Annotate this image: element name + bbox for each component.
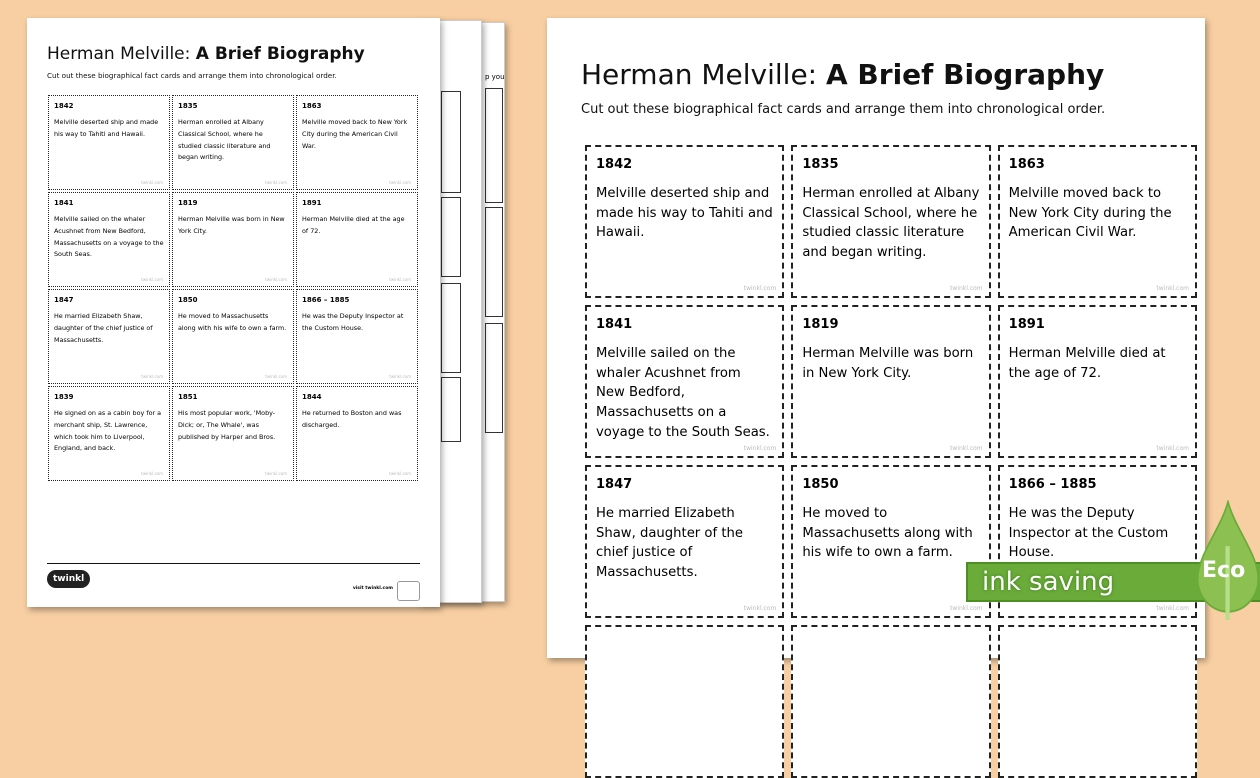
card-watermark: twinkl.com [1156, 285, 1189, 292]
fact-card-cut-off [791, 625, 990, 778]
card-year: 1835 [802, 157, 839, 172]
card-year: 1866 – 1885 [302, 296, 350, 304]
fact-card [172, 386, 294, 481]
fact-card [296, 192, 418, 287]
card-grid-large [585, 145, 1197, 778]
card-year: 1835 [178, 102, 198, 110]
card-year: 1891 [302, 199, 322, 207]
fact-card [48, 289, 170, 384]
card-year: 1850 [802, 477, 839, 492]
card-watermark: twinkl.com [389, 471, 411, 476]
card-year: 1841 [596, 317, 633, 332]
card-watermark: twinkl.com [950, 445, 983, 452]
title-regular: Herman Melville: [47, 44, 196, 64]
card-text: He was the Deputy Inspector at the Custom House. [302, 312, 404, 332]
back-page-box [441, 197, 461, 277]
card-watermark: twinkl.com [265, 277, 287, 282]
card-text: He moved to Massachusetts along with his wife to own a farm. [178, 312, 287, 332]
card-year: 1844 [302, 393, 322, 401]
card-text: Melville deserted ship and made his way to Tahiti and Hawaii. [596, 186, 773, 241]
back-page-box [441, 377, 461, 442]
fact-card [585, 305, 784, 458]
card-year: 1891 [1008, 317, 1045, 332]
fact-card [296, 386, 418, 481]
page-title [47, 44, 365, 64]
card-text: His most popular work, 'Moby-Dick; or, The Whale', was published by Harper and Bros. [178, 409, 276, 441]
card-text: He returned to Boston and was discharged. [302, 409, 402, 429]
card-watermark: twinkl.com [265, 180, 287, 185]
card-year: 1850 [178, 296, 198, 304]
instructions: Cut out these biographical fact cards and arrange them into chronological order. [47, 71, 337, 80]
card-year: 1842 [54, 102, 74, 110]
fact-card-cut-off [998, 625, 1197, 778]
fact-card [48, 386, 170, 481]
fact-card [172, 192, 294, 287]
card-year: 1847 [596, 477, 633, 492]
card-year: 1841 [54, 199, 74, 207]
title-regular: Herman Melville: [581, 58, 827, 91]
card-text: He married Elizabeth Shaw, daughter of the chief justice of Massachusetts. [596, 506, 743, 581]
card-text: Melville moved back to New York City during the American Civil War. [1008, 186, 1172, 241]
fact-card-cut-off [585, 625, 784, 778]
back-page-box [485, 323, 503, 433]
card-year: 1863 [1008, 157, 1045, 172]
title-bold: A Brief Biography [826, 58, 1105, 91]
card-grid-small [48, 95, 418, 481]
card-watermark: twinkl.com [265, 374, 287, 379]
card-year: 1839 [54, 393, 74, 401]
back-page-box [485, 88, 503, 203]
card-watermark: twinkl.com [389, 180, 411, 185]
card-watermark: twinkl.com [1156, 605, 1189, 612]
visit-link: visit twinkl.com [352, 586, 393, 591]
title-bold: A Brief Biography [195, 44, 365, 64]
card-text: Herman Melville was born in New York City. [802, 346, 974, 381]
card-watermark: twinkl.com [950, 285, 983, 292]
fact-card [791, 145, 990, 298]
card-watermark: twinkl.com [389, 277, 411, 282]
fact-card [791, 305, 990, 458]
card-text: Herman Melville was born in New York City. [178, 215, 285, 235]
card-watermark: twinkl.com [1156, 445, 1189, 452]
eco-label: Eco [1202, 558, 1246, 583]
card-text: Herman Melville died at the age of 72. [302, 215, 405, 235]
card-year: 1851 [178, 393, 198, 401]
fact-card [48, 95, 170, 190]
card-text: Herman enrolled at Albany Classical School, where he studied classic literature and began writing. [178, 118, 271, 162]
back-page-box [441, 91, 461, 193]
card-text: Melville sailed on the whaler Acushnet from New Bedford, Massachusetts on a voyage to the South Seas. [54, 215, 164, 259]
card-watermark: twinkl.com [743, 445, 777, 452]
fact-card [172, 289, 294, 384]
card-year: 1819 [178, 199, 198, 207]
card-watermark: twinkl.com [950, 605, 983, 612]
card-year: 1866 – 1885 [1008, 477, 1097, 492]
fact-card [172, 95, 294, 190]
card-year: 1819 [802, 317, 839, 332]
card-text: Melville sailed on the whaler Acushnet from New Bedford, Massachusetts on a voyage to the South Seas. [596, 346, 770, 440]
card-year: 1847 [54, 296, 74, 304]
card-watermark: twinkl.com [141, 180, 163, 185]
fact-card [585, 465, 784, 618]
back-page-box [485, 207, 503, 317]
card-watermark: twinkl.com [141, 471, 163, 476]
fact-card [296, 289, 418, 384]
worksheet-preview-small [27, 18, 440, 607]
eco-leaf-icon [1196, 500, 1260, 620]
back-page-box [441, 283, 461, 373]
fact-card [585, 145, 784, 298]
card-watermark: twinkl.com [265, 471, 287, 476]
card-watermark: twinkl.com [743, 605, 777, 612]
twinkl-logo: twinkl [47, 570, 90, 588]
card-watermark: twinkl.com [141, 277, 163, 282]
card-text: He married Elizabeth Shaw, daughter of the chief justice of Massachusetts. [54, 312, 153, 344]
fact-card [296, 95, 418, 190]
card-text: Melville moved back to New York City during the American Civil War. [302, 118, 408, 150]
fact-card [791, 465, 990, 618]
back-page-text-fragment: p you [485, 73, 505, 81]
card-year: 1863 [302, 102, 322, 110]
fact-card [998, 145, 1197, 298]
card-watermark: twinkl.com [389, 374, 411, 379]
card-watermark: twinkl.com [743, 285, 777, 292]
card-watermark: twinkl.com [141, 374, 163, 379]
card-text: Herman enrolled at Albany Classical School, where he studied classic literature and began writing. [802, 186, 980, 261]
card-text: Herman Melville died at the age of 72. [1008, 346, 1166, 381]
fact-card [998, 305, 1197, 458]
card-text: He moved to Massachusetts along with his wife to own a farm. [802, 506, 973, 561]
card-year: 1842 [596, 157, 633, 172]
instructions: Cut out these biographical fact cards and arrange them into chronological order. [581, 102, 1106, 117]
card-text: Melville deserted ship and made his way to Tahiti and Hawaii. [54, 118, 159, 138]
page-title [581, 58, 1104, 91]
ink-saving-label: ink saving [982, 567, 1115, 597]
card-text: He signed on as a cabin boy for a merchant ship, St. Lawrence, which took him to Liverpool, England, and back. [54, 409, 162, 453]
footer-rule [47, 563, 420, 564]
fact-card [48, 192, 170, 287]
checked-badge-icon [397, 581, 420, 601]
card-text: He was the Deputy Inspector at the Custom House. [1008, 506, 1169, 561]
